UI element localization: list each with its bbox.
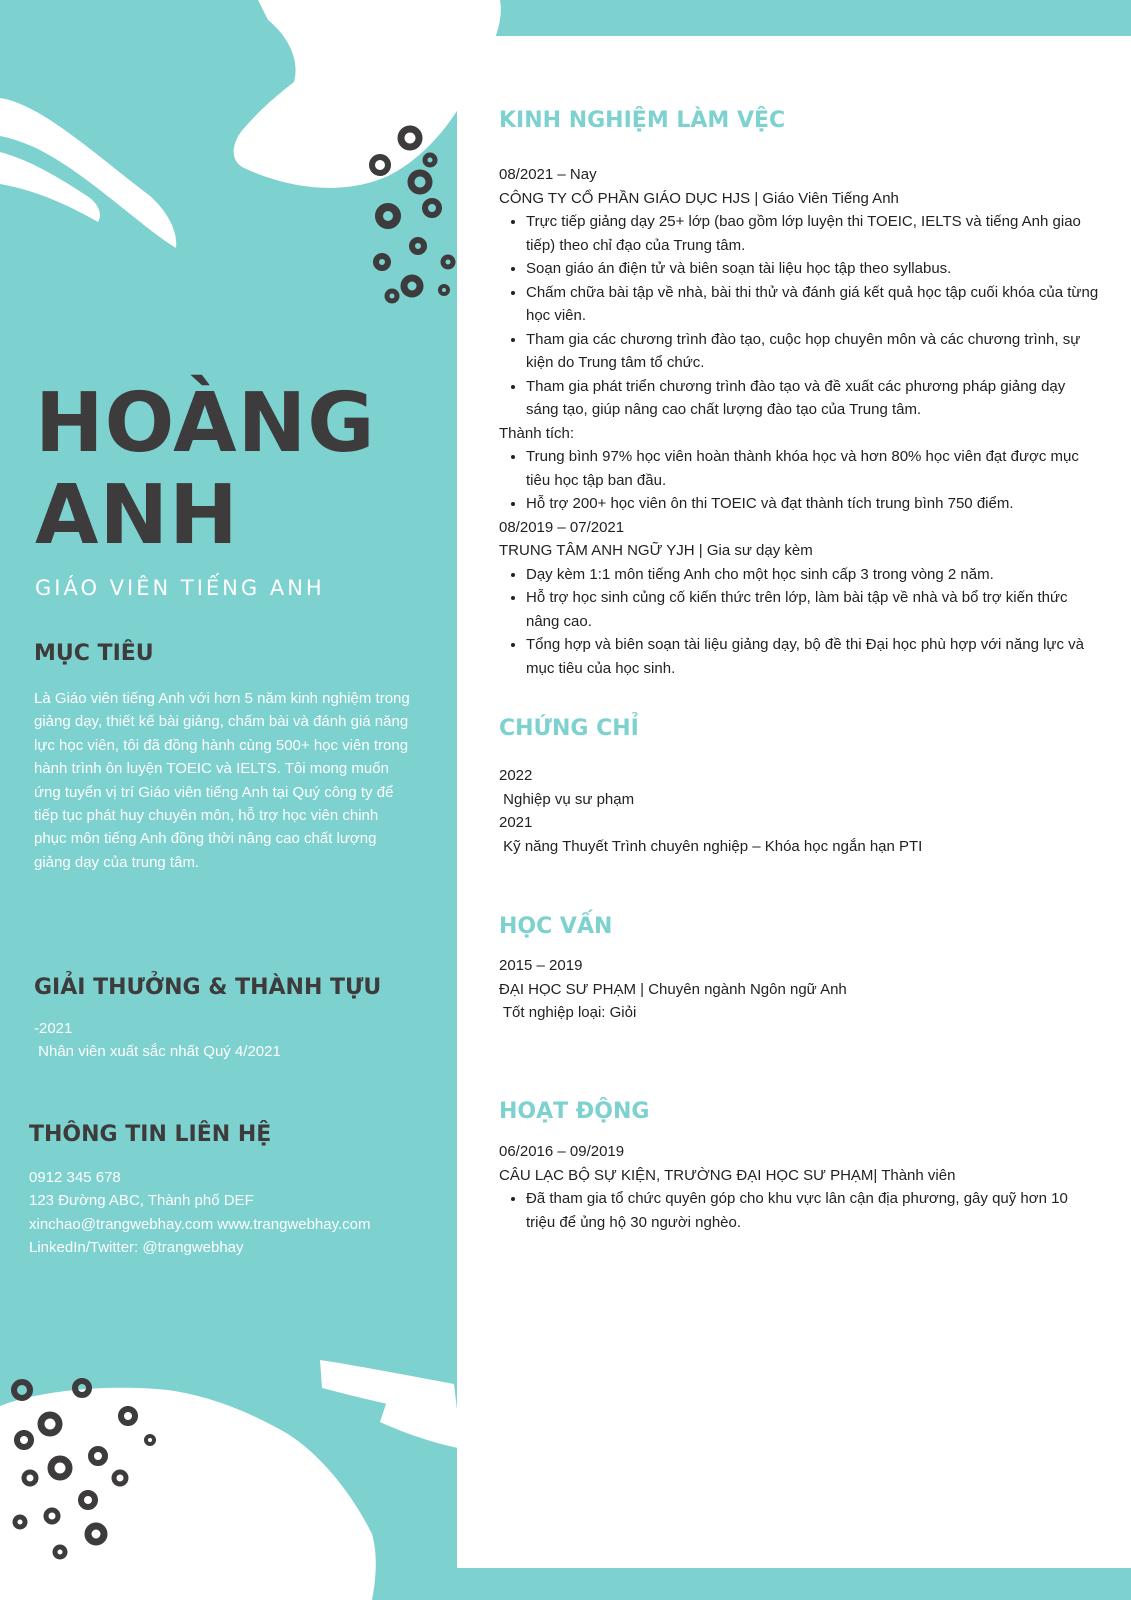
certificate-year: 2022 xyxy=(499,767,533,784)
job-2-company: TRUNG TÂM ANH NGỮ YJH | Gia sư dạy kèm xyxy=(499,542,813,559)
job-1-achievements-label: Thành tích: xyxy=(499,424,575,442)
activity-org: CÂU LẠC BỘ SỰ KIỆN, TRƯỜNG ĐẠI HỌC SƯ PHẠM| Thành viên xyxy=(499,1166,956,1184)
job-1-duty: • Tham gia phát triển chương trình đào tạo và đề xuất các phương pháp giảng dạy sáng tạo, giúp nâng cao chất lượng đào tạo của Trung tâm. xyxy=(526,375,1099,422)
activity-period: 06/2016 – 09/2019 xyxy=(499,1143,625,1160)
education-school: ĐẠI HỌC SƯ PHẠM | Chuyên ngành Ngôn ngữ Anh xyxy=(499,980,847,998)
contact-social: LinkedIn/Twitter: @trangwebhay xyxy=(29,1239,244,1257)
job-1-duty: • Soạn giáo án điện tử và biên soạn tài liệu học tập theo syllabus. xyxy=(526,257,1099,281)
awards-heading: GIẢI THƯỞNG & THÀNH TỰU xyxy=(34,975,382,1000)
job-1-company: CÔNG TY CỔ PHẦN GIÁO DỤC HJS | Giáo Viên Tiếng Anh xyxy=(499,189,899,207)
awards-list xyxy=(34,1017,414,1064)
objective-text: Là Giáo viên tiếng Anh với hơn 5 năm kinh nghiệm trong giảng dạy, thiết kế bài giảng, chấm bài và đánh giá năng lực học viên, tôi đã đồng hành cùng 500+ học viên trong hành trình ôn luyện TOEIC và IELTS. Tôi mong muốn ứng tuyển vị trí Giáo viên tiếng Anh tại Quý công ty để tiếp tục phát huy chuyên môn, hỗ trợ học viên chinh phục môn tiếng Anh đồng thời nâng cao chất lượng giảng dạy của trung tâm. xyxy=(34,690,410,871)
job-title: GIÁO VIÊN TIẾNG ANH xyxy=(35,576,325,600)
contact-address: 123 Đường ABC, Thành phố DEF xyxy=(29,1192,254,1210)
education-period: 2015 – 2019 xyxy=(499,957,583,974)
contact-email-website: xinchao@trangwebhay.com www.trangwebhay.com xyxy=(29,1215,371,1233)
certificate-year: 2021 xyxy=(499,814,533,831)
activities-heading: HOẠT ĐỘNG xyxy=(499,1099,650,1124)
objective-heading: MỤC TIÊU xyxy=(34,641,154,666)
job-2-duty: • Tổng hợp và biên soạn tài liệu giảng dạy, bộ đề thi Đại học phù hợp với năng lực và mục tiêu của học sinh. xyxy=(526,633,1099,680)
certificate-name: Nghiệp vụ sư phạm xyxy=(499,790,635,808)
education-body xyxy=(499,954,1099,1025)
award-item: Nhân viên xuất sắc nhất Quý 4/2021 xyxy=(34,1043,281,1061)
education-heading: HỌC VẤN xyxy=(499,914,613,939)
candidate-name xyxy=(35,378,376,562)
job-1-achievements xyxy=(499,445,1099,516)
experience-heading: KINH NGHIỆM LÀM VỆC xyxy=(499,108,786,133)
contact-heading: THÔNG TIN LIÊN HỆ xyxy=(29,1122,272,1147)
job-1-achievement: • Trung bình 97% học viên hoàn thành khóa học và hơn 80% học viên đạt được mục tiêu học tập ban đầu. xyxy=(526,445,1099,492)
job-2-duties xyxy=(499,563,1099,681)
certificates-heading: CHỨNG CHỈ xyxy=(499,716,639,741)
job-1-duties xyxy=(499,210,1099,422)
activity-list xyxy=(499,1187,1099,1234)
activity-item: • Đã tham gia tổ chức quyên góp cho khu vực lân cận địa phương, gây quỹ hơn 10 triệu để ủng hộ 30 người nghèo. xyxy=(526,1187,1099,1234)
job-1-duty: • Trực tiếp giảng dạy 25+ lớp (bao gồm lớp luyện thi TOEIC, IELTS và tiếng Anh giao tiếp) theo chỉ đạo của Trung tâm. xyxy=(526,210,1099,257)
contact-info xyxy=(29,1166,429,1260)
job-2-duty: • Dạy kèm 1:1 môn tiếng Anh cho một học sinh cấp 3 trong vòng 2 năm. xyxy=(526,563,1099,587)
job-1-achievement: • Hỗ trợ 200+ học viên ôn thi TOEIC và đạt thành tích trung bình 750 điểm. xyxy=(526,492,1099,516)
certificates-body xyxy=(499,764,1099,858)
activities-body xyxy=(499,1140,1099,1234)
experience-body xyxy=(499,163,1099,680)
certificate-name: Kỹ năng Thuyết Trình chuyên nghiệp – Khóa học ngắn hạn PTI xyxy=(499,837,923,855)
job-1-duty: • Chấm chữa bài tập về nhà, bài thi thử và đánh giá kết quả học tập cuối khóa của từng học viên. xyxy=(526,281,1099,328)
job-1-duty: • Tham gia các chương trình đào tạo, cuộc họp chuyên môn và các chương trình, sự kiện do Trung tâm tổ chức. xyxy=(526,328,1099,375)
job-2-duty: • Hỗ trợ học sinh củng cố kiến thức trên lớp, làm bài tập về nhà và bổ trợ kiến thức nâng cao. xyxy=(526,586,1099,633)
education-grade: Tốt nghiệp loại: Giỏi xyxy=(499,1004,637,1021)
job-2-period: 08/2019 – 07/2021 xyxy=(499,518,625,536)
name-line-1: HOÀNG xyxy=(35,376,376,471)
contact-phone: 0912 345 678 xyxy=(29,1169,121,1186)
award-year: -2021 xyxy=(34,1020,73,1037)
job-1-period: 08/2021 – Nay xyxy=(499,166,597,183)
name-line-2: ANH xyxy=(35,468,239,563)
